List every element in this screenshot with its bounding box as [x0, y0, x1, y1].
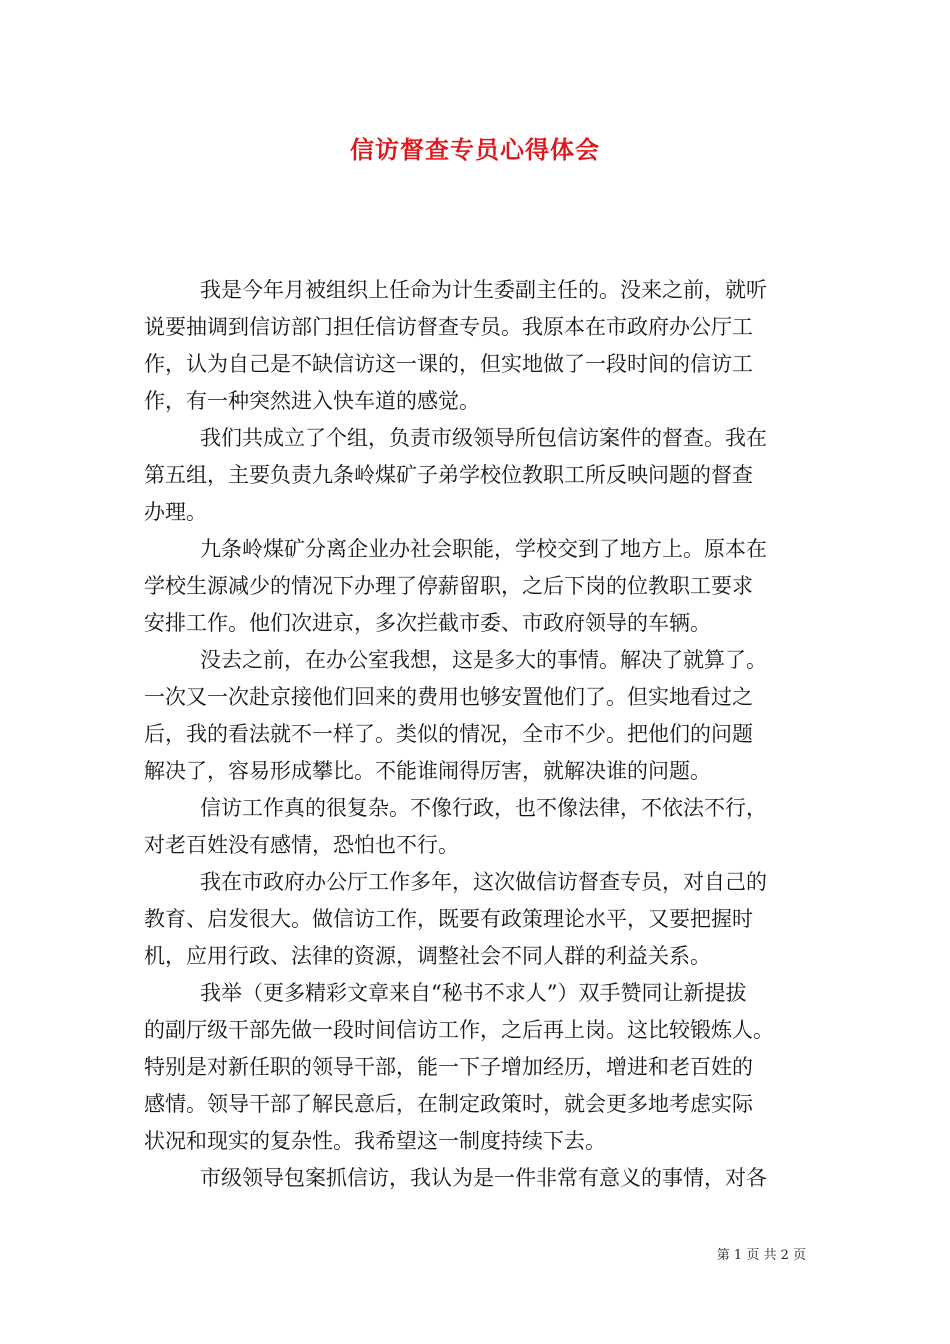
text-line: 市级领导包案抓信访，我认为是一件非常有意义的事情，对各 — [200, 1166, 767, 1190]
text-line: 我是今年月被组织上任命为计生委副主任的。没来之前，就听 — [200, 278, 767, 302]
text-line: 状况和现实的复杂性。我希望这一制度持续下去。 — [144, 1129, 606, 1153]
text-line: 九条岭煤矿分离企业办社会职能，学校交到了地方上。原本在 — [200, 537, 767, 561]
text-line: 信访工作真的很复杂。不像行政，也不像法律，不依法不行， — [200, 796, 767, 820]
text-line: 我们共成立了个组，负责市级领导所包信访案件的督查。我在 — [200, 426, 767, 450]
text-line: 解决了，容易形成攀比。不能谁闹得厉害，就解决谁的问题。 — [144, 759, 711, 783]
text-line: 教育、启发很大。做信访工作，既要有政策理论水平，又要把握时 — [144, 907, 753, 931]
text-line: 机，应用行政、法律的资源，调整社会不同人群的利益关系。 — [144, 944, 711, 968]
text-line: 一次又一次赴京接他们回来的费用也够安置他们了。但实地看过之 — [144, 685, 753, 709]
text-line: 学校生源减少的情况下办理了停薪留职，之后下岗的位教职工要求 — [144, 574, 753, 598]
text-line: 作，认为自己是不缺信访这一课的，但实地做了一段时间的信访工 — [144, 352, 753, 376]
text-line: 特别是对新任职的领导干部，能一下子增加经历，增进和老百姓的 — [144, 1055, 753, 1079]
text-line: 我在市政府办公厅工作多年，这次做信访督查专员，对自己的 — [200, 870, 767, 894]
text-line: 说要抽调到信访部门担任信访督查专员。我原本在市政府办公厅工 — [144, 315, 753, 339]
text-line: 第五组，主要负责九条岭煤矿子弟学校位教职工所反映问题的督查 — [144, 463, 753, 487]
text-line: 我举（更多精彩文章来自“秘书不求人”）双手赞同让新提拔 — [200, 981, 747, 1005]
text-line: 没去之前，在办公室我想，这是多大的事情。解决了就算了。 — [200, 648, 767, 672]
text-line: 后，我的看法就不一样了。类似的情况，全市不少。把他们的问题 — [144, 722, 753, 746]
document-title: 信访督查专员心得体会 — [350, 135, 600, 164]
text-line: 对老百姓没有感情，恐怕也不行。 — [144, 833, 459, 857]
document-body — [144, 272, 806, 1197]
text-line: 安排工作。他们次进京，多次拦截市委、市政府领导的车辆。 — [144, 611, 711, 635]
text-line: 感情。领导干部了解民意后，在制定政策时，就会更多地考虑实际 — [144, 1092, 753, 1116]
text-line: 作，有一种突然进入快车道的感觉。 — [144, 389, 480, 413]
page-footer: 第 1 页 共 2 页 — [716, 1248, 806, 1263]
text-line: 办理。 — [144, 500, 207, 524]
text-line: 的副厅级干部先做一段时间信访工作，之后再上岗。这比较锻炼人。 — [144, 1018, 774, 1042]
